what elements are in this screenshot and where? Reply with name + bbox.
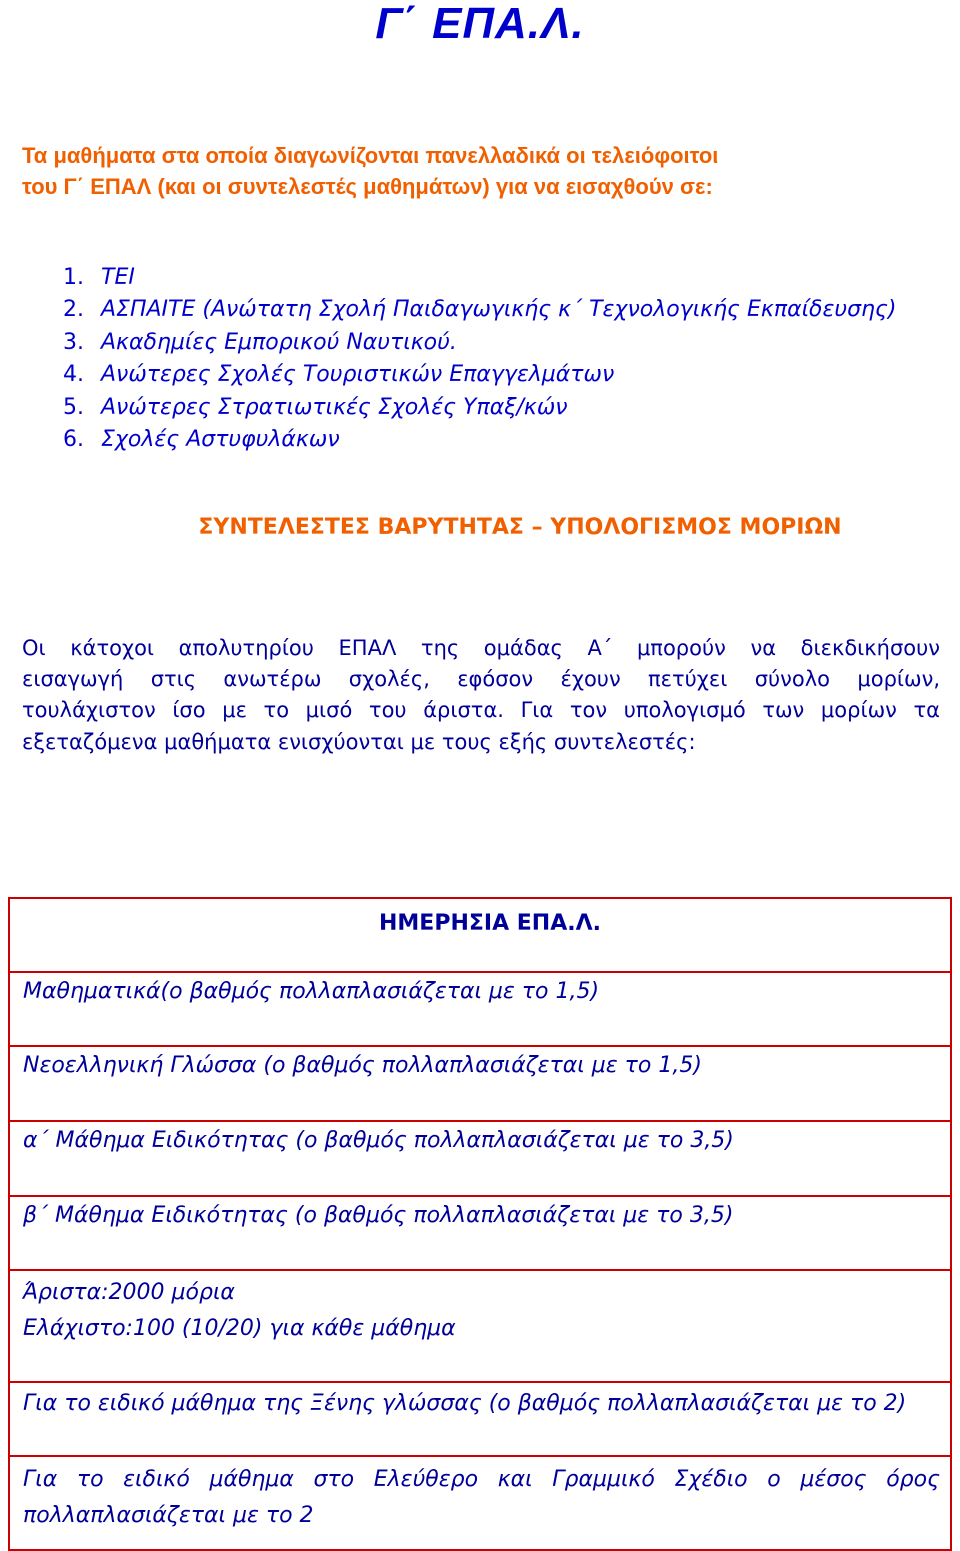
list-label: ΑΣΠΑΙΤΕ (Ανώτατη Σχολή Παιδαγωγικής κ΄ Τεχνολογικής Εκπαίδευσης): [101, 297, 897, 323]
table-header-label: ΗΜΕΡΗΣΙΑ ΕΠΑ.Λ.: [379, 911, 601, 936]
intro-line: του Γ΄ ΕΠΑΛ (και οι συντελεστές μαθημάτων) για να εισαχθούν σε:: [22, 174, 713, 199]
list-label: Ακαδημίες Εμπορικού Ναυτικού.: [101, 329, 457, 355]
max-points: Άριστα:2000 μόρια: [23, 1280, 235, 1305]
paragraph-line: τουλάχιστον ίσο με το μισό του άριστα. Για τον υπολογισμό των μορίων τα: [22, 698, 940, 723]
coefficients-table: [8, 897, 952, 1551]
table-row-specialty-b: β΄ Μάθημα Ειδικότητας (ο βαθμός πολλαπλασιάζεται με το 3,5): [10, 1195, 950, 1269]
section-heading: ΣΥΝΤΕΛΕΣΤΕΣ ΒΑΡΥΤΗΤΑΣ – ΥΠΟΛΟΓΙΣΜΟΣ ΜΟΡΙΩΝ: [198, 515, 842, 540]
table-row-greek: Νεοελληνική Γλώσσα (ο βαθμός πολλαπλασιάζεται με το 1,5): [10, 1045, 950, 1120]
paragraph-line: Οι κάτοχοι απολυτηρίου ΕΠΑΛ της ομάδας Α΄ μπορούν να διεκδικήσουν: [22, 636, 940, 660]
paragraph-line: εξεταζόμενα μαθήματα ενισχύονται με τους εξής συντελεστές:: [22, 729, 696, 754]
list-number: 4.: [63, 362, 84, 388]
table-row-math: Μαθηματικά(ο βαθμός πολλαπλασιάζεται με το 1,5): [10, 971, 950, 1045]
list-number: 5.: [63, 394, 84, 420]
intro-line: Τα μαθήματα στα οποία διαγωνίζονται πανελλαδικά οι τελειόφοιτοι: [22, 143, 719, 168]
paragraph-line: εισαγωγή στις ανωτέρω σχολές, εφόσον έχουν πετύχει σύνολο μορίων,: [22, 667, 940, 692]
list-item: [63, 424, 943, 456]
list-label: Ανώτερες Στρατιωτικές Σχολές Υπαξ/κών: [101, 394, 568, 420]
list-item: [63, 392, 943, 424]
table-header: [10, 899, 950, 971]
drawing-line: πολλαπλασιάζεται με το 2: [23, 1503, 314, 1528]
drawing-line: Για το ειδικό μάθημα στο Ελεύθερο και Γραμμικό Σχέδιο ο μέσος όρος: [23, 1467, 940, 1492]
min-points: Ελάχιστο:100 (10/20) για κάθε μάθημα: [23, 1316, 456, 1341]
list-item: [63, 262, 943, 294]
list-number: 6.: [63, 427, 84, 453]
list-item: [63, 294, 943, 326]
institutions-list: [63, 262, 943, 456]
table-row-drawing: [10, 1455, 950, 1549]
eligibility-paragraph: [22, 633, 940, 758]
list-item: [63, 359, 943, 391]
list-number: 3.: [63, 329, 84, 355]
list-item: [63, 327, 943, 359]
table-row-foreign-language: Για το ειδικό μάθημα της Ξένης γλώσσας (ο βαθμός πολλαπλασιάζεται με το 2): [10, 1381, 950, 1455]
table-row-points: [10, 1269, 950, 1381]
list-number: 2.: [63, 297, 84, 323]
list-label: Ανώτερες Σχολές Τουριστικών Επαγγελμάτων: [101, 362, 615, 388]
page-title: Γ΄ ΕΠΑ.Λ.: [375, 0, 585, 48]
table-row-specialty-a: α΄ Μάθημα Ειδικότητας (ο βαθμός πολλαπλασιάζεται με το 3,5): [10, 1120, 950, 1195]
list-label: ΤΕΙ: [101, 265, 135, 290]
list-number: 1.: [63, 265, 84, 290]
intro-text: [22, 140, 942, 202]
list-label: Σχολές Αστυφυλάκων: [101, 427, 340, 453]
